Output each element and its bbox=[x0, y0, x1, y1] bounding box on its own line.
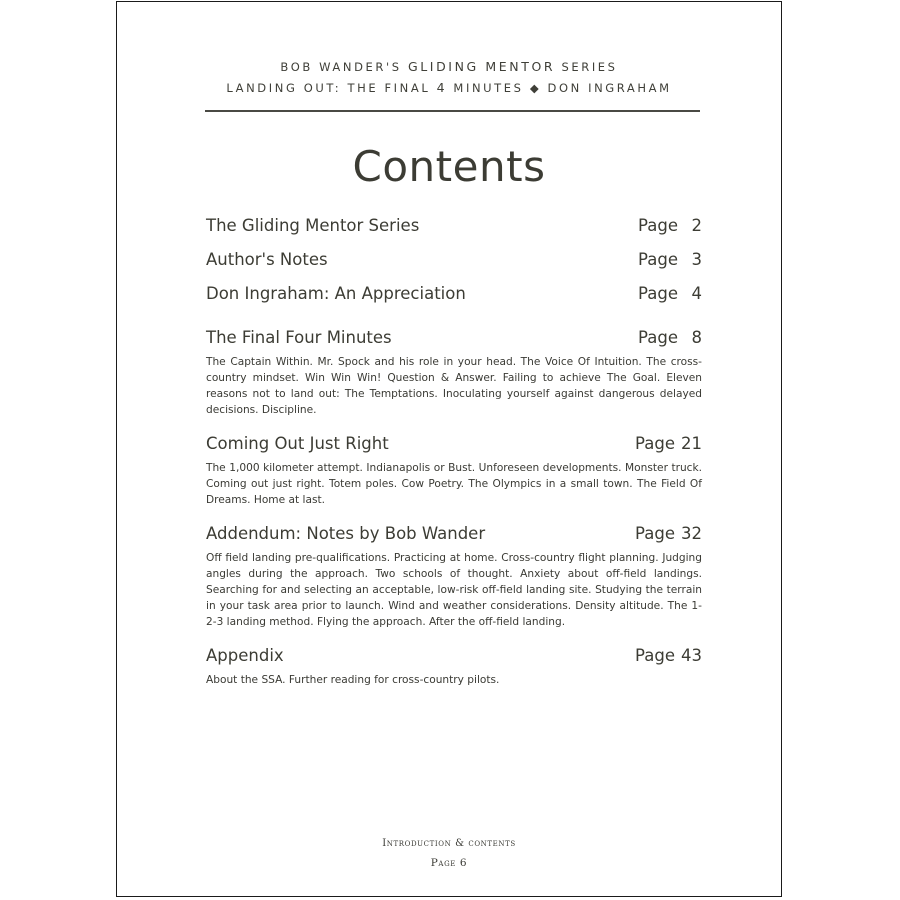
toc-entry-title: Don Ingraham: An Appreciation bbox=[206, 284, 466, 303]
page-number: 21 bbox=[681, 434, 702, 453]
page-word: Page bbox=[635, 524, 675, 543]
page-number: 3 bbox=[691, 250, 702, 269]
page-word: Page bbox=[635, 646, 675, 665]
page-word: Page bbox=[635, 434, 675, 453]
toc-entry-title: The Gliding Mentor Series bbox=[206, 216, 420, 235]
document-page bbox=[116, 1, 782, 897]
page-word: Page bbox=[638, 250, 678, 269]
toc-entry-title: Coming Out Just Right bbox=[206, 434, 389, 453]
toc-entry-description: About the SSA. Further reading for cross-country pilots. bbox=[206, 674, 500, 686]
page-number: 32 bbox=[681, 524, 702, 543]
toc-entry-description: The 1,000 kilometer attempt. Indianapolis or Bust. Unforeseen developments. Monster truck. Coming out just right. Totem poles. Cow Poetry. The Olympics in a small town. The Field Of Dreams. Home at last. bbox=[206, 462, 702, 506]
page-number: 8 bbox=[691, 328, 702, 347]
toc-entry-page bbox=[638, 284, 702, 303]
series-header bbox=[117, 59, 781, 74]
diamond-icon: ◆ bbox=[529, 81, 542, 95]
toc-entry bbox=[206, 328, 702, 418]
footer-page-number: Page 6 bbox=[430, 857, 468, 869]
toc-entry-description: Off field landing pre-qualifications. Practicing at home. Cross-country flight planning. Judging angles during the approach. Two schools of thought. Anxiety about off-field landings. Searching for and selecting an acceptable, low-risk off-field landing site. Studying the terrain in your task area prior to launch. Wind and weather considerations. Density altitude. The 1-2-3 landing method. Flying the approach. After the off-field landing. bbox=[206, 552, 702, 628]
header-divider bbox=[205, 110, 700, 112]
toc-entry-page bbox=[638, 216, 702, 235]
subtitle-part-b: MINUTES bbox=[447, 81, 530, 95]
toc-entry-page bbox=[638, 250, 702, 269]
toc-entry bbox=[206, 250, 702, 274]
toc-entry bbox=[206, 434, 702, 508]
toc-entry-page bbox=[638, 328, 702, 347]
toc-entry bbox=[206, 646, 702, 688]
toc-entry-title: Addendum: Notes by Bob Wander bbox=[206, 524, 486, 543]
toc-entry-page bbox=[635, 434, 702, 453]
toc-entry-page bbox=[635, 524, 702, 543]
toc-entry-title: Author's Notes bbox=[206, 250, 328, 269]
subtitle-author: DON INGRAHAM bbox=[541, 81, 672, 95]
subtitle-number: 4 bbox=[436, 80, 448, 95]
toc-entry-description: The Captain Within. Mr. Spock and his role in your head. The Voice Of Intuition. The cross-country mindset. Win Win Win! Question & Answer. Failing to achieve The Goal. Eleven reasons not to land out: The Temptations. Inoculating yourself against dangerous delayed decisions. Discipline. bbox=[206, 356, 702, 416]
series-suffix: SERIES bbox=[555, 60, 618, 74]
subtitle-part-a: LANDING OUT: THE FINAL bbox=[226, 81, 437, 95]
toc-entry bbox=[206, 216, 702, 240]
page-word: Page bbox=[638, 328, 678, 347]
page-word: Page bbox=[638, 284, 678, 303]
book-subtitle bbox=[117, 80, 781, 95]
toc-entry-title: The Final Four Minutes bbox=[206, 328, 392, 347]
page-number: 4 bbox=[691, 284, 702, 303]
page-number: 43 bbox=[681, 646, 702, 665]
footer-section: Introduction & contents bbox=[382, 838, 516, 849]
page-word: Page bbox=[638, 216, 678, 235]
page-number: 2 bbox=[691, 216, 702, 235]
toc-entry-title: Appendix bbox=[206, 646, 284, 665]
toc-entry bbox=[206, 524, 702, 630]
series-name: GLIDING MENTOR bbox=[407, 59, 556, 74]
toc-entry bbox=[206, 284, 702, 308]
series-prefix: BOB WANDER'S bbox=[280, 60, 408, 74]
page-title: Contents bbox=[352, 142, 546, 191]
toc-entry-page bbox=[635, 646, 702, 665]
